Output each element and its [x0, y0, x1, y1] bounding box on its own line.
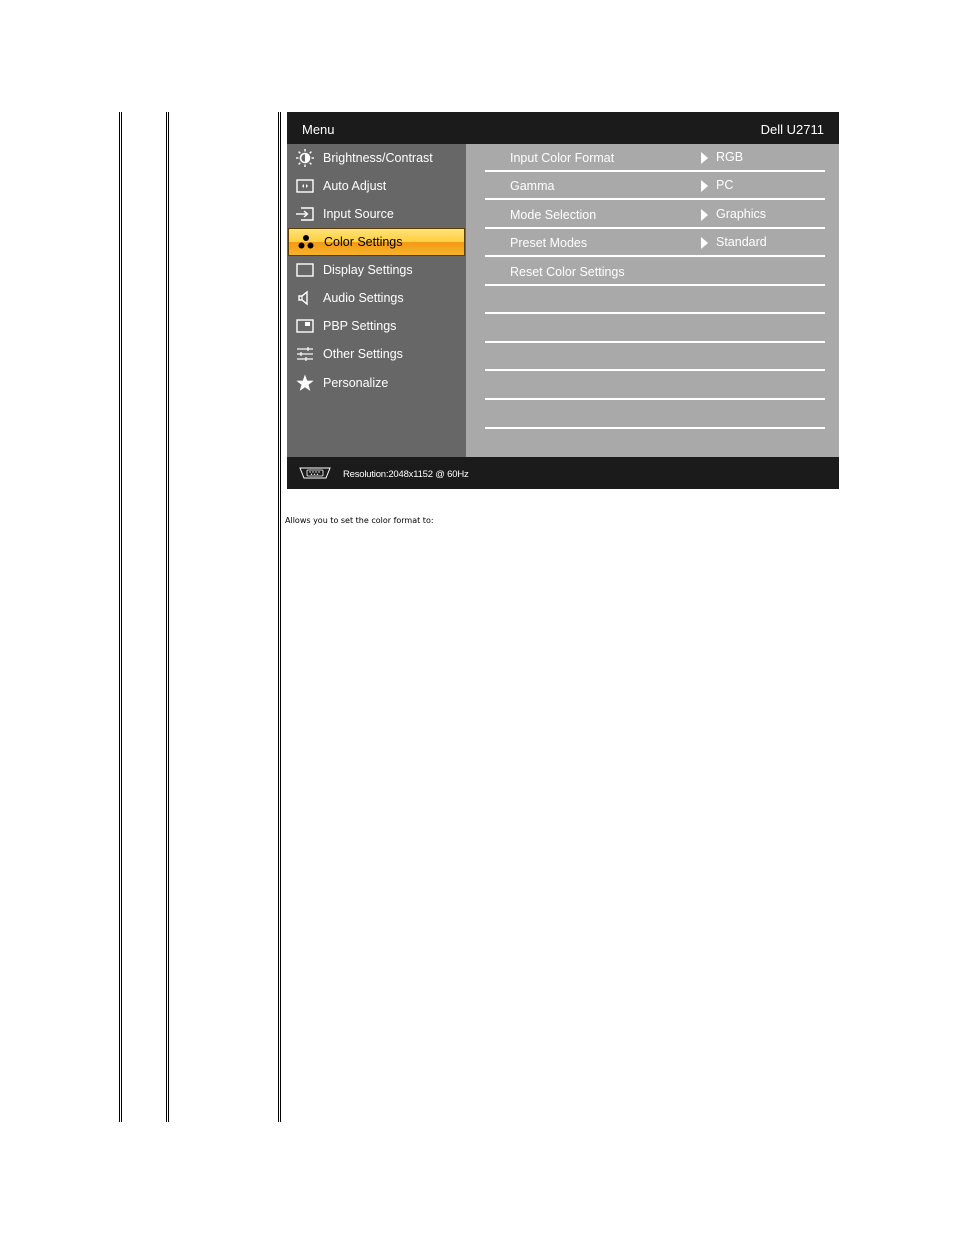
menu-item-brightness-contrast[interactable]	[287, 144, 466, 172]
menu-item-label: Display Settings	[323, 263, 413, 277]
frame-line	[168, 112, 169, 1122]
row-divider	[485, 255, 825, 257]
submenu-label: Reset Color Settings	[510, 265, 625, 279]
menu-item-label: Auto Adjust	[323, 179, 387, 193]
menu-item-label: Brightness/Contrast	[323, 151, 433, 165]
frame-line	[166, 112, 167, 1122]
menu-item-display-settings[interactable]	[287, 256, 466, 284]
osd-submenu	[466, 144, 839, 457]
monitor-model: Dell U2711	[760, 122, 824, 137]
submenu-value: PC	[716, 178, 734, 192]
submenu-label: Mode Selection	[510, 208, 597, 222]
menu-item-input-source[interactable]	[287, 200, 466, 228]
osd-menu-title: Menu	[302, 122, 335, 137]
frame-line	[119, 112, 120, 1122]
osd-menu-screenshot	[287, 112, 839, 489]
menu-item-label: Personalize	[323, 376, 389, 390]
menu-item-other-settings[interactable]	[287, 340, 466, 368]
menu-item-label: Input Source	[323, 207, 394, 221]
menu-item-label: Audio Settings	[323, 291, 404, 305]
menu-item-label: Color Settings	[324, 235, 403, 249]
menu-item-audio-settings[interactable]	[287, 284, 466, 312]
speaker-icon	[296, 289, 314, 307]
arrow-right-icon	[701, 209, 708, 221]
row-divider	[485, 398, 825, 400]
submenu-label: Gamma	[510, 179, 555, 193]
submenu-row-empty	[485, 372, 825, 400]
resolution-readout: Resolution:2048x1152 @ 60Hz	[343, 469, 469, 480]
row-divider	[485, 312, 825, 314]
sliders-icon	[296, 345, 314, 363]
arrow-right-icon	[701, 180, 708, 192]
menu-item-personalize[interactable]	[287, 369, 466, 397]
osd-header	[287, 112, 839, 144]
display-settings-icon	[296, 261, 314, 279]
osd-main-menu	[287, 144, 466, 457]
input-source-icon	[296, 205, 314, 223]
submenu-row-empty	[485, 315, 825, 343]
arrow-right-icon	[701, 237, 708, 249]
submenu-row-preset-modes[interactable]	[485, 229, 825, 257]
menu-item-color-settings[interactable]	[288, 228, 465, 256]
auto-adjust-icon	[296, 177, 314, 195]
submenu-row-mode-selection[interactable]	[485, 201, 825, 229]
pbp-icon	[296, 317, 314, 335]
color-settings-icon	[297, 233, 315, 251]
frame-line	[121, 112, 122, 1122]
menu-item-label: Other Settings	[323, 347, 403, 361]
menu-item-label: PBP Settings	[323, 319, 397, 333]
submenu-row-empty	[485, 401, 825, 429]
submenu-label: Preset Modes	[510, 236, 588, 250]
vga-connector-icon	[299, 467, 331, 479]
description-text: Allows you to set the color format to:	[285, 516, 434, 525]
submenu-row-empty	[485, 286, 825, 314]
frame-line	[278, 112, 279, 1122]
submenu-label: Input Color Format	[510, 151, 615, 165]
arrow-right-icon	[701, 152, 708, 164]
submenu-row-gamma[interactable]	[485, 172, 825, 200]
star-icon	[296, 374, 314, 392]
row-divider	[485, 198, 825, 200]
osd-footer	[287, 457, 839, 489]
submenu-value: RGB	[716, 150, 744, 164]
submenu-row-empty	[485, 343, 825, 371]
row-divider	[485, 427, 825, 429]
submenu-row-input-color-format[interactable]	[485, 144, 825, 172]
submenu-value: Standard	[716, 235, 767, 249]
frame-line	[280, 112, 281, 1122]
submenu-row-reset-color-settings[interactable]	[485, 258, 825, 286]
row-divider	[485, 369, 825, 371]
brightness-icon	[296, 149, 314, 167]
menu-item-pbp-settings[interactable]	[287, 312, 466, 340]
submenu-value: Graphics	[716, 207, 767, 221]
menu-item-auto-adjust[interactable]	[287, 172, 466, 200]
